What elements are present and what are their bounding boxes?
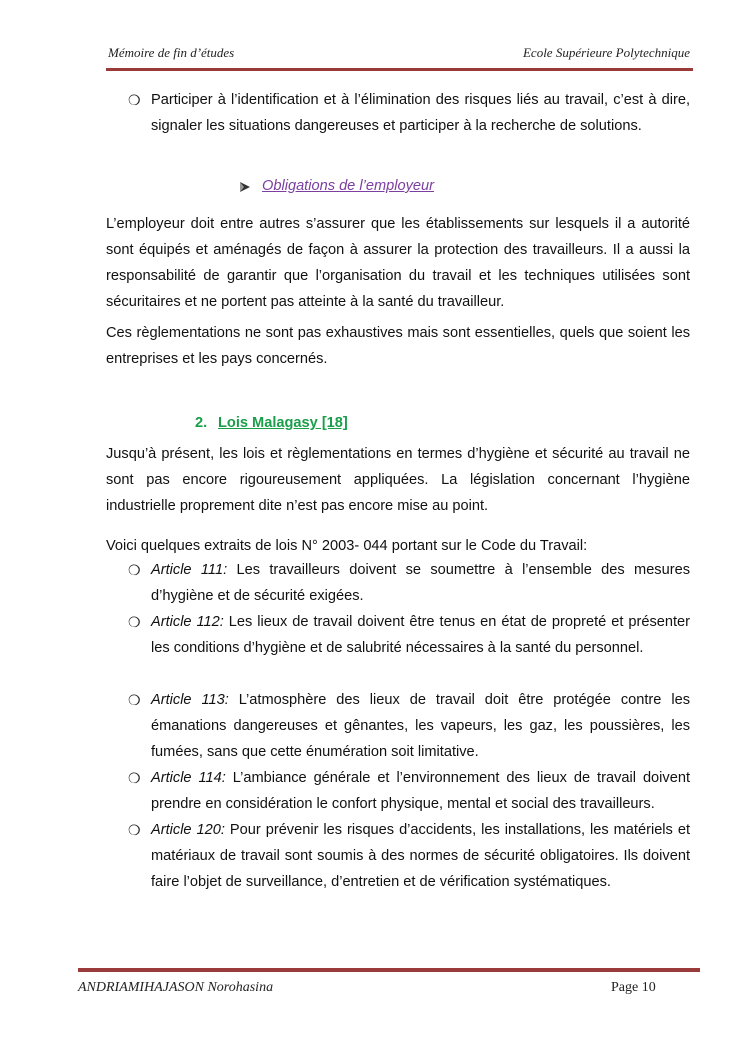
circle-bullet-icon: ❍ [128,822,141,838]
section-title: Lois Malagasy [18] [218,415,348,431]
article-text: L’ambiance générale et l’environnement des lieux de travail doivent prendre en considération le confort physique, mental et social des travailleurs. [151,770,690,812]
article-label: Article 111: [151,562,228,578]
circle-bullet-icon: ❍ [128,562,141,578]
circle-bullet-icon: ❍ [128,614,141,630]
circle-bullet-icon: ❍ [128,692,141,708]
section-intro: Voici quelques extraits de lois N° 2003- 044 portant sur le Code du Travail: [106,538,588,554]
article-label: Article 112: [151,614,224,630]
obligations-heading: Obligations de l’employeur [262,178,434,194]
section-number: 2. [195,415,208,431]
arrow-bullet-icon [239,181,251,193]
footer-author: ANDRIAMIHAJASON Norohasina [78,980,274,995]
obligations-paragraph: L’employeur doit entre autres s’assurer que les établissements sur lesquels il a autorité sont équipés et aménagés de façon à assurer la protection des travailleurs. Il a aussi la responsabilité de garantir que l’organisation du travail et les techniques utilisées sont sécuritaires et ne portent pas atteinte à la santé du travailleur. [106,216,690,310]
section-paragraph: Jusqu’à présent, les lois et règlementations en termes d’hygiène et sécurité au travail ne sont pas encore rigoureusement appliquées. La législation concernant l’hygiène industrielle proprement dite n’est pas encore mise au point. [106,446,690,514]
bullet-text: Participer à l’identification et à l’élimination des risques liés au travail, c’est à dire, signaler les situations dangereuses et participer à la recherche de solutions. [151,92,690,134]
article-text: Les lieux de travail doivent être tenus en état de propreté et présenter les conditions d’hygiène et de salubrité nécessaires à la santé du personnel. [151,614,691,656]
obligations-paragraph-2: Ces règlementations ne sont pas exhaustives mais sont essentielles, quels que soient les entreprises et les pays concernés. [106,325,690,367]
article-label: Article 114: [151,770,226,786]
article-text: L’atmosphère des lieux de travail doit être protégée contre les émanations dangereuses et gênantes, les vapeurs, les gaz, les poussières, les fumées, sans que cette énumération soit limitative. [151,692,690,760]
page-number: Page 10 [611,980,656,995]
article-text: Pour prévenir les risques d’accidents, les installations, les matériels et matériaux de travail sont soumis à des normes de sécurité obligatoires. Ils doivent faire l’objet de surveillance, d’entretien et de vérification systématiques. [151,822,690,890]
circle-bullet-icon: ❍ [128,92,141,108]
header-right-title: Ecole Supérieure Polytechnique [522,45,690,60]
circle-bullet-icon: ❍ [128,770,141,786]
article-label: Article 113: [151,692,229,708]
footer-rule [78,968,700,972]
article-text: Les travailleurs doivent se soumettre à l’ensemble des mesures d’hygiène et de sécurité exigées. [151,562,690,604]
article-label: Article 120: [151,822,225,838]
header-rule [106,68,693,71]
header-left-title: Mémoire de fin d’études [108,45,235,60]
